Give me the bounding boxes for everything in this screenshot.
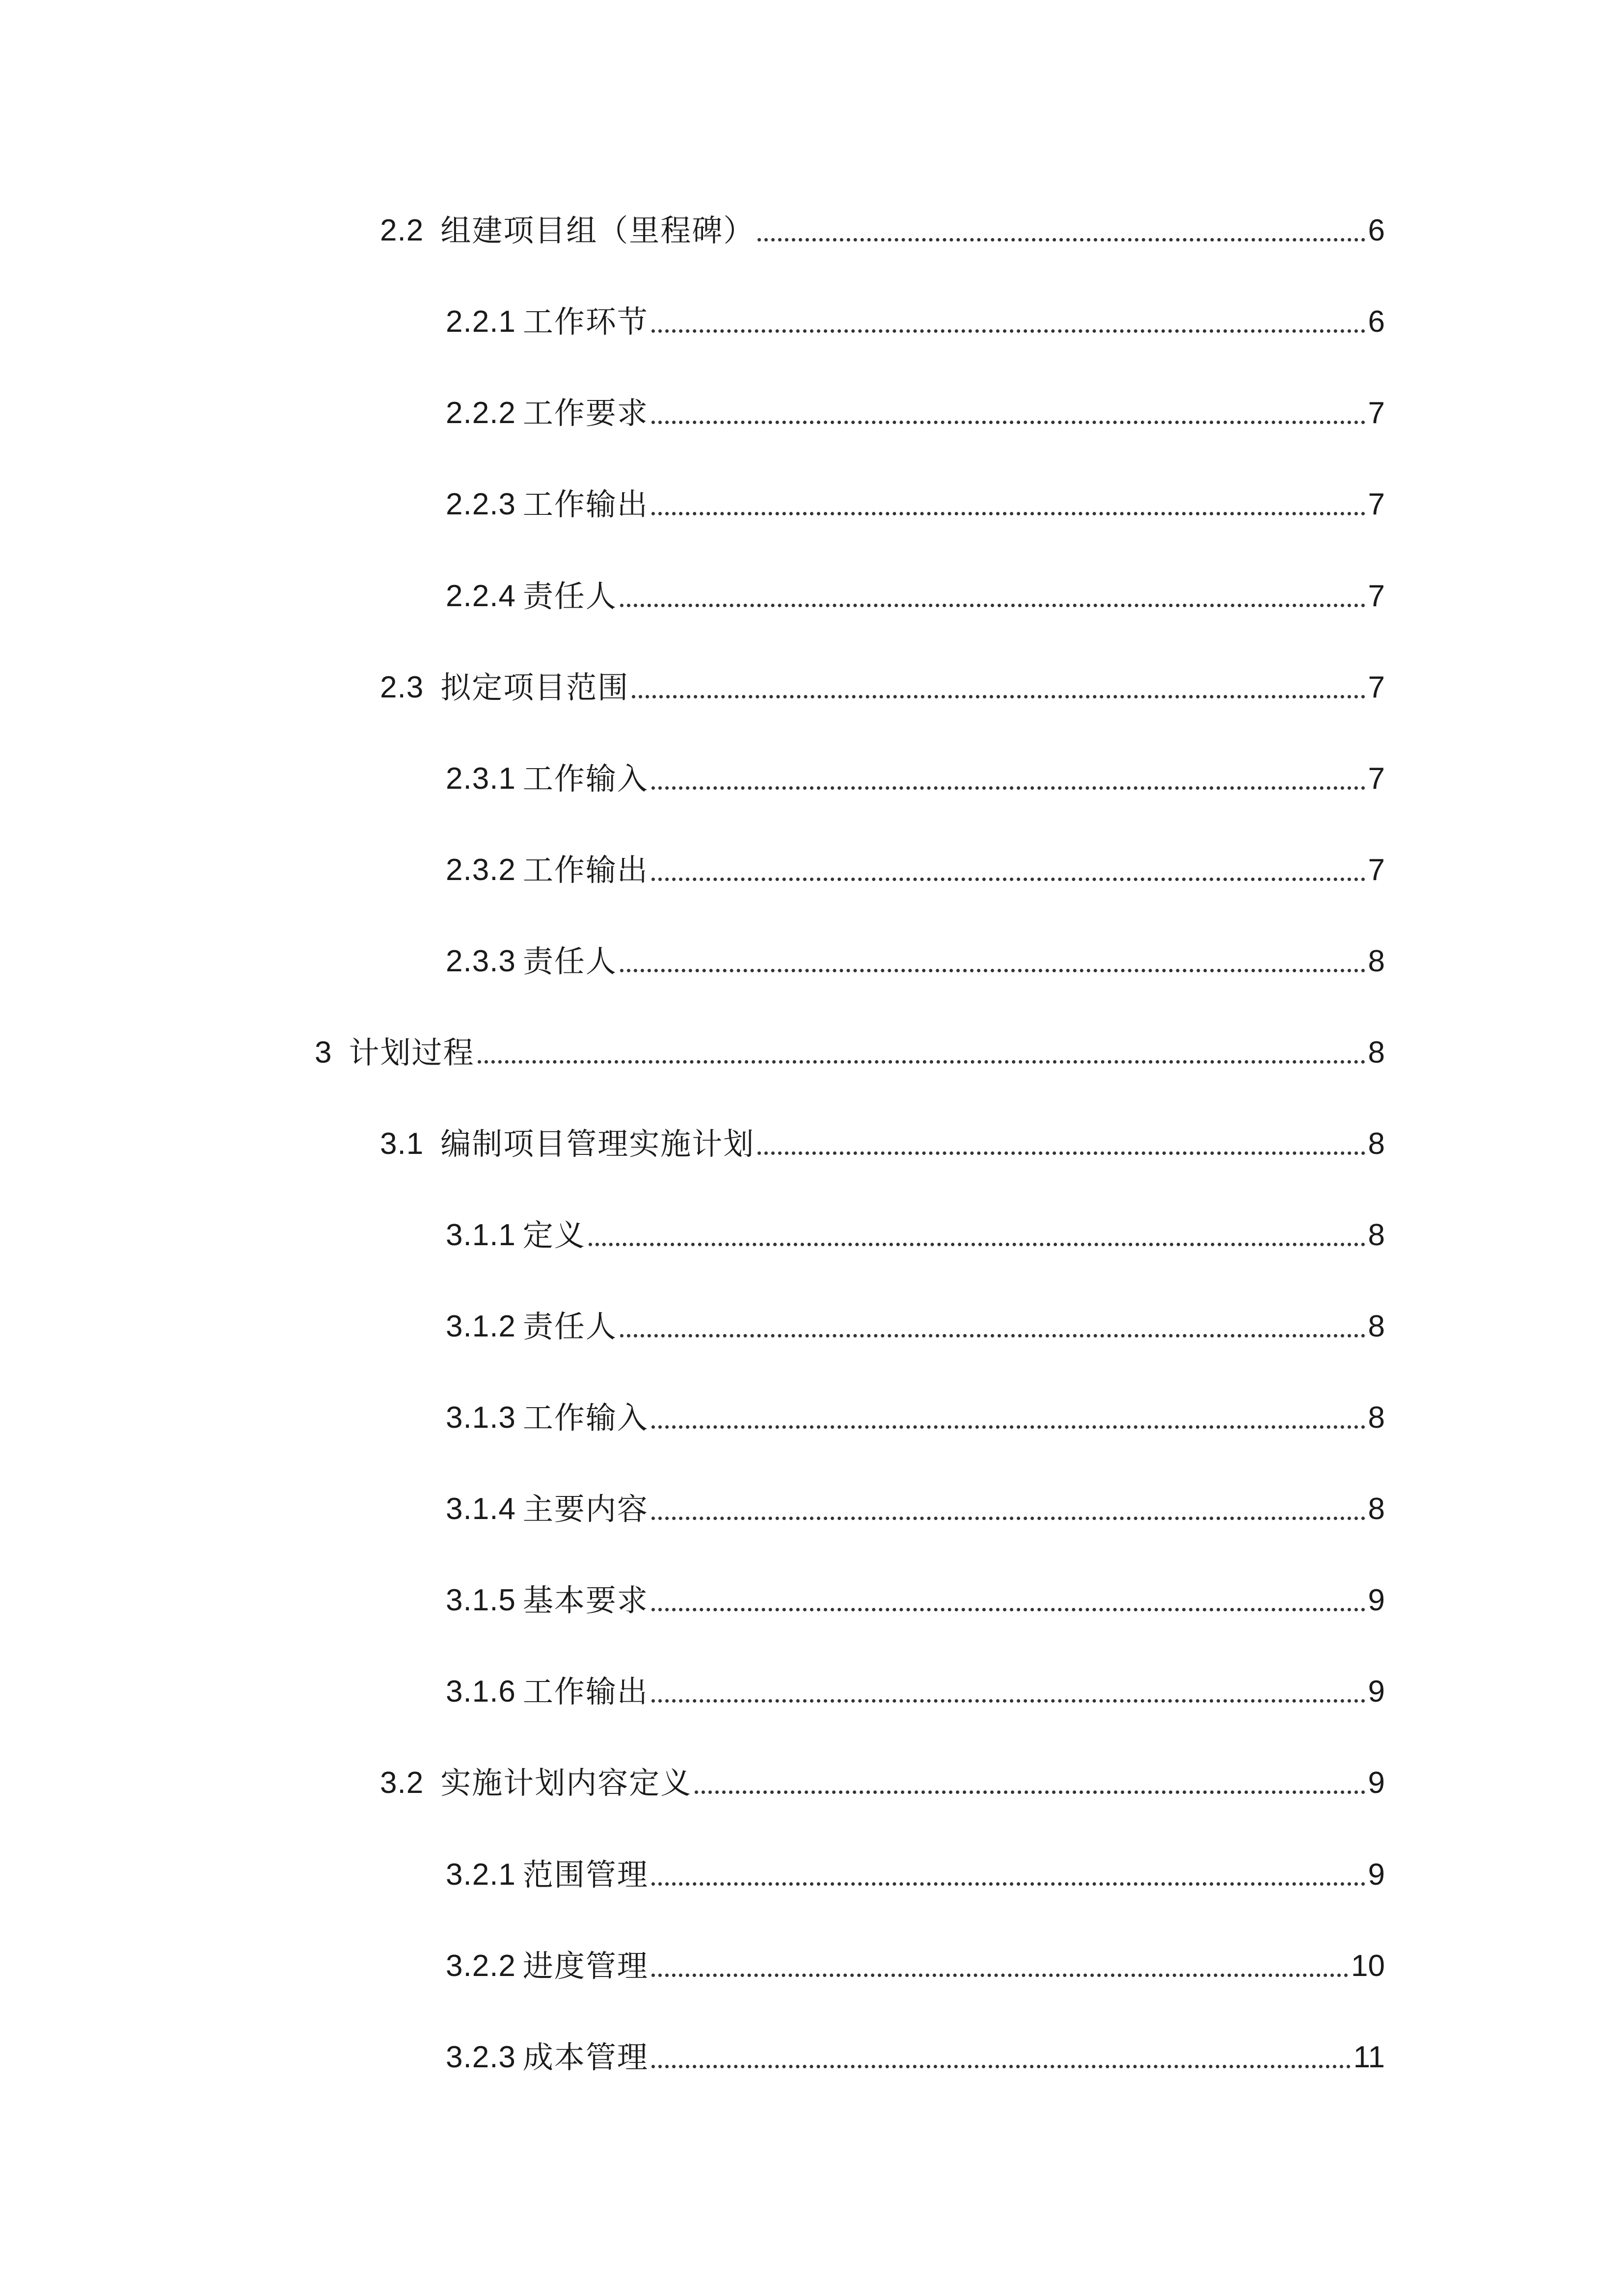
toc-entry[interactable] [446,384,1385,443]
dot-leader [758,238,1365,241]
toc-entry-page: 8 [1368,1309,1385,1343]
toc-entry-number: 2.3.2 [446,853,516,887]
toc-entry-title: 拟定项目范围 [440,669,629,705]
toc-entry-title: 实施计划内容定义 [440,1765,692,1801]
toc-entry-title: 计划过程 [349,1035,475,1070]
toc-entry-page: 6 [1368,214,1385,247]
dot-leader [620,1334,1365,1337]
toc-entry-title: 工作输出 [522,486,649,522]
toc-entry[interactable] [446,841,1385,900]
toc-entry-number: 3.1.2 [446,1309,516,1343]
toc-entry[interactable] [380,1115,1385,1174]
toc-entry[interactable] [446,1571,1385,1630]
toc-entry-number: 3.2.2 [446,1949,516,1983]
toc-entry[interactable] [446,749,1385,808]
toc-entry[interactable] [315,1023,1385,1082]
toc-entry-number: 3.1.5 [446,1583,516,1617]
dot-leader [651,878,1365,881]
toc-entry-title: 责任人 [522,943,617,979]
dot-leader [695,1790,1365,1794]
dot-leader [651,1425,1365,1429]
toc-entry-page: 7 [1368,396,1385,430]
toc-entry[interactable] [446,567,1385,626]
toc-entry[interactable] [380,1754,1385,1813]
toc-entry-title: 工作环节 [522,304,649,340]
toc-entry-page: 7 [1368,670,1385,704]
toc-entry[interactable] [446,932,1385,991]
toc-entry[interactable] [446,1845,1385,1904]
toc-entry-page: 8 [1368,1127,1385,1161]
toc-entry-number: 3 [315,1036,332,1069]
toc-entry-page: 7 [1368,579,1385,613]
dot-leader [632,695,1365,698]
toc-entry-page: 9 [1368,1766,1385,1800]
toc-entry[interactable] [446,475,1385,534]
toc-entry-number: 2.3.3 [446,944,516,978]
toc-entry-page: 8 [1368,1218,1385,1252]
dot-leader [651,1974,1348,1977]
toc-entry-title: 定义 [522,1217,586,1253]
toc-entry-number: 3.2 [380,1766,424,1800]
toc-entry[interactable] [446,1206,1385,1265]
dot-leader [651,1517,1365,1520]
toc-entry[interactable] [446,2028,1385,2087]
toc-entry-title: 编制项目管理实施计划 [440,1126,755,1162]
toc-entry-number: 3.1 [380,1127,424,1161]
toc-entry-number: 2.2 [380,214,424,247]
toc-entry-page: 8 [1368,944,1385,978]
toc-entry-number: 2.3.1 [446,762,516,796]
toc-entry-title: 责任人 [522,1308,617,1344]
toc-entry-title: 工作输入 [522,761,649,797]
toc-entry-number: 3.1.4 [446,1492,516,1526]
toc-entry-number: 2.3 [380,670,424,704]
toc-entry[interactable] [446,293,1385,351]
toc-entry-page: 6 [1368,305,1385,339]
dot-leader [758,1151,1365,1155]
toc-entry-page: 7 [1368,487,1385,521]
toc-entry-number: 2.2.4 [446,579,516,613]
toc-entry[interactable] [446,1937,1385,1996]
toc-entry-number: 2.2.1 [446,305,516,339]
toc-entry[interactable] [446,1662,1385,1721]
toc-entry-number: 2.2.3 [446,487,516,521]
toc-entry-title: 组建项目组（里程碑） [440,213,755,248]
dot-leader [620,604,1365,607]
toc-entry-page: 9 [1368,1675,1385,1709]
dot-leader [478,1060,1365,1064]
dot-leader [651,329,1365,333]
toc-entry[interactable] [380,658,1385,717]
toc-entry-title: 主要内容 [522,1491,649,1527]
dot-leader [651,1882,1365,1886]
toc-entry-page: 7 [1368,853,1385,887]
toc-entry[interactable] [446,1388,1385,1447]
toc-entry-title: 范围管理 [522,1857,649,1893]
toc-entry-title: 基本要求 [522,1582,649,1618]
toc-entry-page: 11 [1353,2040,1385,2074]
toc-entry[interactable] [446,1297,1385,1356]
toc-entry[interactable] [380,201,1385,260]
toc-entry-number: 2.2.2 [446,396,516,430]
toc-entry[interactable] [446,1480,1385,1539]
toc-entry-number: 3.1.3 [446,1401,516,1435]
dot-leader [651,2065,1351,2068]
toc-entry-title: 进度管理 [522,1948,649,1984]
toc-entry-page: 10 [1351,1949,1385,1983]
toc-entry-page: 9 [1368,1583,1385,1617]
dot-leader [589,1243,1365,1246]
dot-leader [651,421,1365,424]
toc-entry-page: 9 [1368,1858,1385,1892]
toc-entry-page: 7 [1368,762,1385,796]
toc-entry-number: 3.1.1 [446,1218,516,1252]
toc-entry-title: 工作输出 [522,1674,649,1709]
dot-leader [651,1608,1365,1611]
dot-leader [620,969,1365,972]
toc-entry-number: 3.1.6 [446,1675,516,1709]
toc-entry-title: 成本管理 [522,2039,649,2075]
toc-entry-page: 8 [1368,1401,1385,1435]
dot-leader [651,512,1365,515]
toc-entry-number: 3.2.1 [446,1858,516,1892]
toc-entry-page: 8 [1368,1492,1385,1526]
toc-entry-number: 3.2.3 [446,2040,516,2074]
toc-entry-title: 责任人 [522,578,617,614]
dot-leader [651,1699,1365,1703]
dot-leader [651,786,1365,790]
toc-entry-page: 8 [1368,1036,1385,1069]
toc-entry-title: 工作输出 [522,852,649,888]
toc-entry-title: 工作输入 [522,1400,649,1436]
toc-entry-title: 工作要求 [522,395,649,431]
